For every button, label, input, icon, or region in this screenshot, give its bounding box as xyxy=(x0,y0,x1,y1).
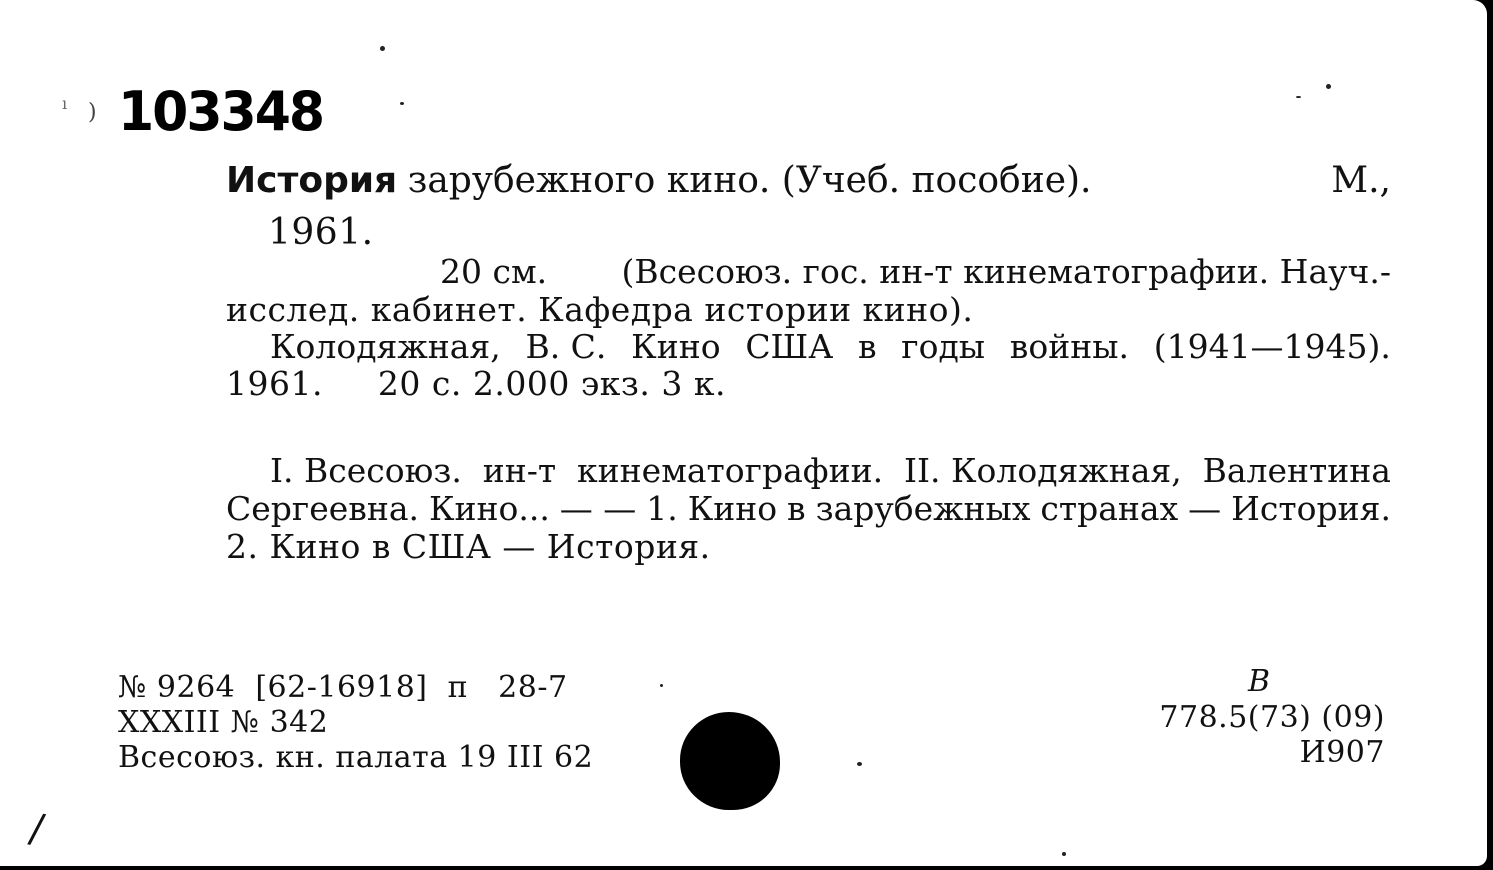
word: годы xyxy=(901,327,986,366)
description-line-4: исслед. кабинет. Кафедра истории кино). xyxy=(226,290,974,329)
speck xyxy=(1326,84,1331,89)
word: I. Всесоюз. xyxy=(270,451,462,490)
card-edge-right xyxy=(1487,0,1493,870)
speck xyxy=(1062,852,1066,856)
tracings-line-7 xyxy=(270,451,1391,490)
publication-place: М., xyxy=(1331,160,1391,201)
word: странах xyxy=(1040,489,1179,528)
title-rest: зарубежного кино. (Учеб. пособие). xyxy=(407,160,1092,201)
word: В. С. xyxy=(525,327,607,366)
speck xyxy=(857,762,862,766)
word: История. xyxy=(1231,489,1391,528)
word: Валентина xyxy=(1202,451,1391,490)
publication-year: 1961. xyxy=(268,212,374,253)
main-heading: История xyxy=(226,160,398,201)
word: II. Колодяжная, xyxy=(903,451,1182,490)
word: в xyxy=(857,327,877,366)
order-number-line: № 9264 [62-16918] п 28-7 xyxy=(118,670,568,705)
author-mark: И907 xyxy=(1299,735,1385,770)
word: Кино xyxy=(687,489,778,528)
speck xyxy=(1296,96,1301,98)
tracings-line-9: 2. Кино в США — История. xyxy=(226,527,711,566)
word: Сергеевна. xyxy=(226,489,419,528)
card-edge-bottom xyxy=(0,866,1493,870)
word: зарубежных xyxy=(815,489,1031,528)
book-chamber-line: Всесоюз. кн. палата 19 III 62 xyxy=(118,740,594,775)
corner-mark: / xyxy=(26,805,48,853)
word: — — xyxy=(559,489,637,528)
word: ин-т xyxy=(482,451,557,490)
volume-line: XXXIII № 342 xyxy=(118,705,329,740)
speck xyxy=(660,684,663,687)
title-line xyxy=(226,160,1391,201)
description-line-6: 1961. 20 с. 2.000 экз. 3 к. xyxy=(226,364,727,403)
description-line-3 xyxy=(440,252,1391,291)
word: в xyxy=(787,489,806,528)
word: — xyxy=(1188,489,1222,528)
margin-paren: ) xyxy=(88,100,97,125)
word: войны. xyxy=(1009,327,1129,366)
word: кинематографии. xyxy=(577,451,884,490)
tracings-line-8 xyxy=(226,489,1391,528)
speck xyxy=(380,46,385,51)
word: Кино... xyxy=(428,489,550,528)
size-text: 20 см. xyxy=(440,252,548,291)
word: США xyxy=(745,327,834,366)
word: (1941—1945). xyxy=(1153,327,1391,366)
word: 1. xyxy=(646,489,678,528)
word: Колодяжная, xyxy=(270,327,501,366)
speck xyxy=(400,102,404,105)
series-text: (Всесоюз. гос. ин-т кинематографии. Науч.- xyxy=(621,252,1391,291)
accession-number: 103348 xyxy=(118,80,324,144)
handwritten-mark: В xyxy=(1248,664,1271,699)
margin-mark: ı xyxy=(62,94,68,113)
punch-hole xyxy=(680,712,780,810)
word: Кино xyxy=(631,327,721,366)
udc-code: 778.5(73) (09) xyxy=(1159,700,1385,735)
description-line-5 xyxy=(270,327,1391,366)
